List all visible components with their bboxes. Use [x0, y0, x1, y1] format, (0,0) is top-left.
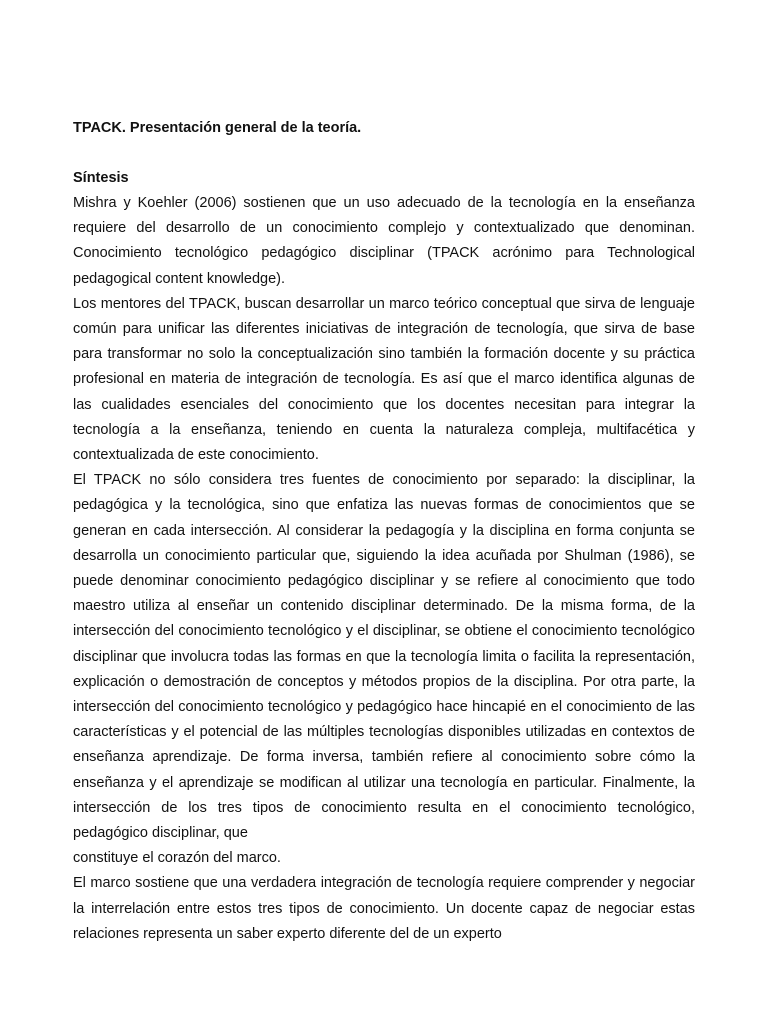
- paragraph-mentors: Los mentores del TPACK, buscan desarrollar un marco teórico conceptual que sirva de lenguaje común para unificar las diferentes iniciativas de integración de tecnología, que sirva de base para transformar no solo la conceptualización sino también la formación docente y su práctica profesional en materia de integración de tecnología. Es así que el marco identifica algunas de las cualidades esenciales del conocimiento que los docentes necesitan para integrar la tecnología a la enseñanza, teniendo en cuenta la naturaleza compleja, multifacética y contextualizada de este conocimiento.: [73, 295, 695, 464]
- document-page: [73, 116, 695, 947]
- document-title: TPACK. Presentación general de la teoría.: [73, 120, 362, 136]
- paragraph-integration: El marco sostiene que una verdadera integración de tecnología requiere comprender y negociar la interrelación entre estos tres tipos de conocimiento. Un docente capaz de negociar estas relaciones representa un saber experto diferente del de un experto: [73, 875, 695, 942]
- paragraph-knowledge-sources: El TPACK no sólo considera tres fuentes de conocimiento por separado: la disciplinar, la pedagógica y la tecnológica, sino que enfatiza las nuevas formas de conocimientos que se generan en cada intersección. Al considerar la pedagogía y la disciplina en forma conjunta se desarrolla un conocimiento particular que, siguiendo la idea acuñada por Shulman (1986), se puede denominar conocimiento pedagógico disciplinar y se refiere al conocimiento que todo maestro utiliza al enseñar un contenido disciplinar determinado. De la misma forma, de la intersección del conocimiento tecnológico y el disciplinar, se obtiene el conocimiento tecnológico disciplinar que involucra todas las formas en que la tecnología limita o facilita la representación, explicación o demostración de conceptos y métodos propios de la disciplina. Por otra parte, la intersección del conocimiento tecnológico y pedagógico hace hincapié en el conocimiento de las características y el potencial de las múltiples tecnologías disponibles utilizadas en contextos de enseñanza aprendizaje. De forma inversa, también refiere al conocimiento sobre cómo la enseñanza y el aprendizaje se modifican al utilizar una tecnología en particular. Finalmente, la intersección de los tres tipos de conocimiento resulta en el conocimiento tecnológico, pedagógico disciplinar, que: [73, 472, 695, 842]
- section-heading: Síntesis: [73, 170, 129, 186]
- paragraph-core: constituye el corazón del marco.: [73, 850, 281, 867]
- paragraph-intro: Mishra y Koehler (2006) sostienen que un uso adecuado de la tecnología en la enseñanza requiere del desarrollo de un conocimiento complejo y contextualizado que denominan. Conocimiento tecnológico pedagógico disciplinar (TPACK acrónimo para Technological pedagogical content knowledge).: [73, 195, 695, 287]
